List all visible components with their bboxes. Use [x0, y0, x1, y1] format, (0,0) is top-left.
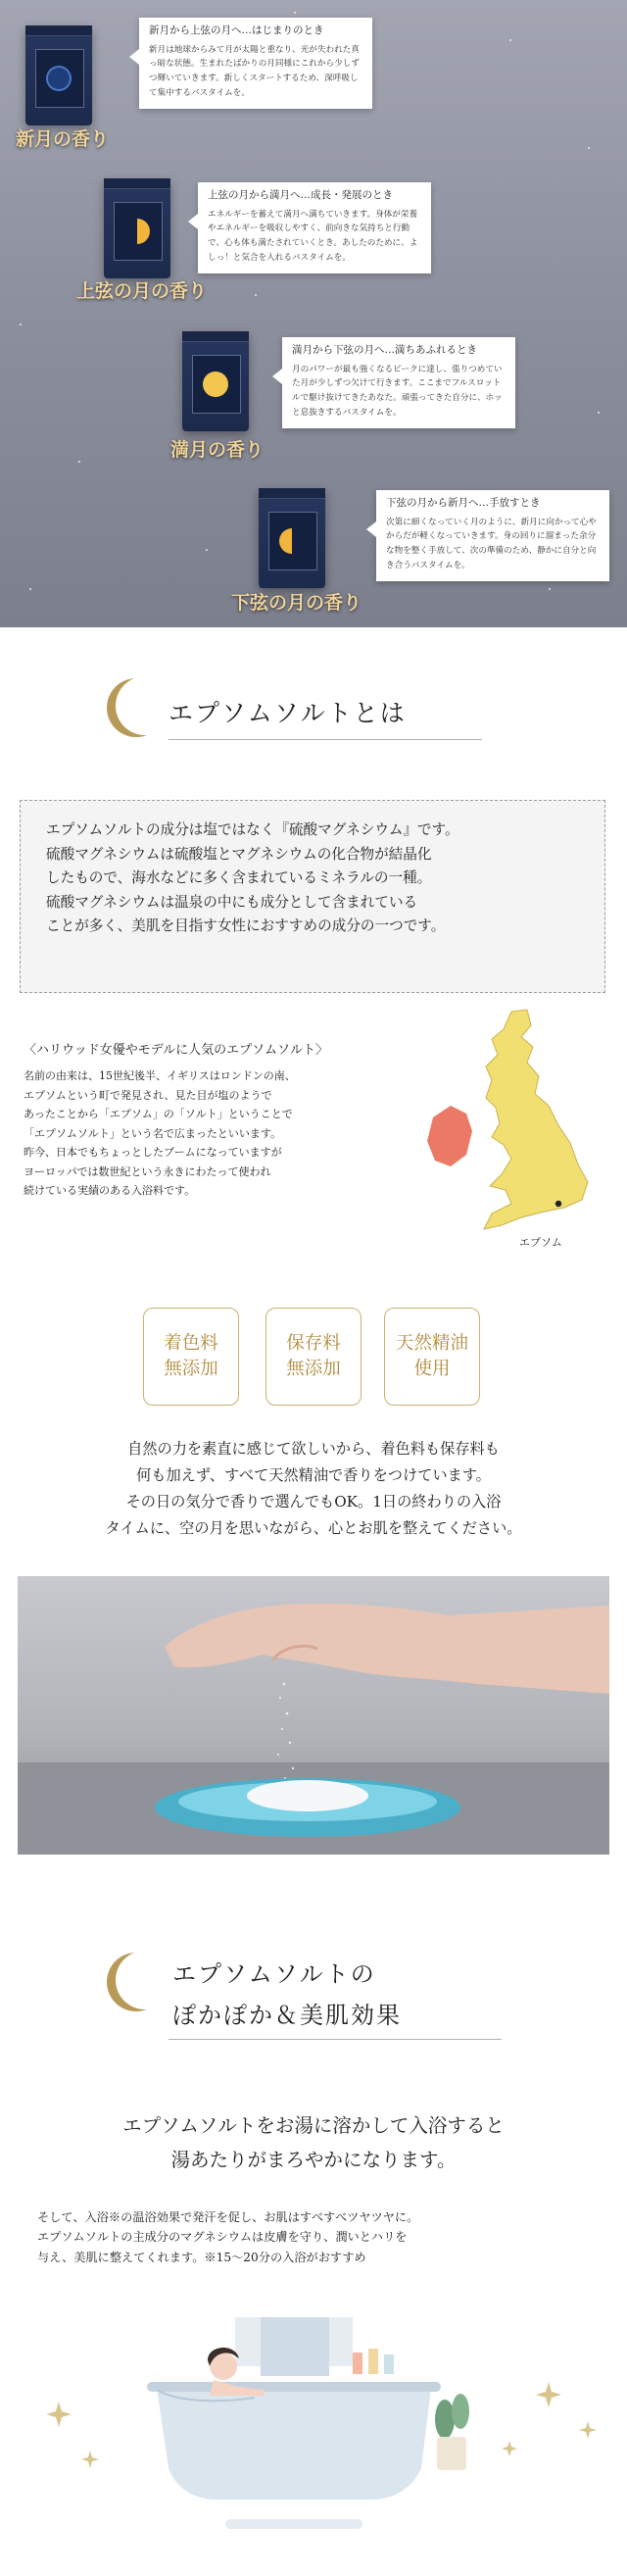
salt-bowl-photo [18, 1576, 609, 1855]
ireland-shape [427, 1106, 472, 1166]
badge-text: 保存料 無添加 [286, 1332, 341, 1379]
section-heading-line1: エプソムソルトの [172, 1960, 376, 1988]
section-heading: エプソムソルトとは [169, 699, 407, 727]
uk-map-illustration [421, 1008, 598, 1238]
card-text: 月のパワーが最も強くなるピークに達し、張りつめていた月が少しずつ欠けて行きます。ここまでフルスロットルで駆け抜けてきたあなた。頑張ってきた自分に、ホッと息抜きするバスタイムを。 [292, 364, 503, 418]
product-name: 下弦の月の香り [231, 592, 362, 614]
bathtub [157, 2388, 431, 2500]
first-quarter-moon-icon [124, 219, 150, 244]
info-box [20, 800, 605, 993]
card-title: 下弦の月から新月へ…手放すとき [386, 497, 541, 509]
effects-lead: エプソムソルトをお湯に溶かして入浴すると 湯あたりがまろやかになります。 [122, 2114, 505, 2171]
effects-body: そして、入浴※の温浴効果で発汗を促し、お肌はすべすべツヤツヤに。 エプソムソルトの主成分のマグネシウムは皮膚を守り、潤いとハリを 与え、美肌に整えてくれます。※15～20分の入浴がおすすめ [37, 2210, 419, 2264]
card-text: 新月は地球からみて月が太陽と重なり、光が失われた真っ暗な状態。生まれたばかりの月同様にこれから少しずつ輝いていきます。新しくスタートするため、深呼吸して集中するバスタイムを。 [149, 44, 360, 98]
history-text: 名前の由来は、15世紀後半、イギリスはロンドンの南、 エプソムという町で発見され、見た目が塩のようで あったことから「エプソム」の「ソルト」ということで 「エプソムソルト」という名で広まったといいます。 昨今、日本でもちょっとしたブームになっていますが ヨーロッパでは数世紀という永きにわたって使われ 続けている実績のある入浴料です。 [24, 1069, 296, 1198]
product-package-full-moon [182, 331, 249, 431]
epsom-dot [555, 1201, 561, 1207]
product-package-first-quarter [104, 178, 170, 278]
last-quarter-moon-icon [279, 528, 305, 554]
badge-text: 着色料 無添加 [164, 1332, 218, 1379]
product-name: 新月の香り [16, 128, 110, 150]
history-title: 〈ハリウッド女優やモデルに人気のエプソムソルト〉 [24, 1043, 328, 1058]
badge-natural-oil [384, 1308, 480, 1406]
badge-text: 天然精油 使用 [395, 1332, 468, 1379]
product-description-card [198, 182, 431, 273]
product-package-new-moon [25, 25, 92, 125]
section-heading-line2: ぽかぽか＆美肌効果 [172, 2002, 402, 2029]
map-label: エプソム [519, 1236, 562, 1249]
crescent-moon-icon [116, 676, 174, 735]
heading-divider [169, 739, 482, 740]
card-title: 上弦の月から満月へ…成長・発展のとき [208, 189, 393, 201]
product-description-card [376, 490, 609, 581]
card-text: 次第に細くなっていく月のように、新月に向かって心やからだが軽くなっていきます。身の回りに溜まった余分な物を整く手放して、次の準備のため、静かに自分と向き合うバスタイムを。 [386, 517, 597, 570]
plant [435, 2400, 455, 2439]
new-moon-icon [46, 66, 72, 91]
crescent-moon-icon [116, 1951, 174, 2009]
info-text: エプソムソルトの成分は塩ではなく『硫酸マグネシウム』です。 硫酸マグネシウムは硫酸塩とマグネシウムの化合物が結晶化 したもので、海水などに多く含まれているミネラルの一種。 硫酸マグネシウムは温泉の中にも成分として含まれている ことが多く、美肌を目指す女性におすすめの成分の一つです。 [46, 821, 459, 935]
full-moon-icon [203, 372, 228, 397]
hero-banner [0, 0, 627, 627]
card-text: エネルギーを蓄えて満月へ満ちていきます。身体が栄養やエネルギーを吸収しやすく、前向きな気持ちと行動で、心も体も満たされていくとき。あしたのために、よしっ！と気合を入れるバスタイムを。 [208, 209, 418, 263]
product-name: 上弦の月の香り [76, 280, 208, 302]
natural-ingredients-paragraph: 自然の力を素直に感じて欲しいから、着色料も保存料も 何も加えず、すべて天然精油で香りをつけています。 その日の気分で香りで選んでもOK。1日の終わりの入浴 タイムに、空の月を思いながら、心とお肌を整えてください。 [105, 1440, 522, 1538]
great-britain-shape [484, 1010, 588, 1229]
product-package-last-quarter [259, 488, 325, 588]
product-name: 満月の香り [170, 439, 265, 461]
heading-divider [169, 2039, 502, 2040]
bath-illustration [0, 2294, 627, 2576]
product-description-card [282, 337, 515, 428]
card-title: 新月から上弦の月へ…はじまりのとき [149, 25, 324, 36]
badge-no-preservatives [265, 1308, 362, 1406]
badge-no-coloring [143, 1308, 239, 1406]
product-description-card [139, 18, 372, 109]
card-title: 満月から下弦の月へ…満ちあふれるとき [292, 344, 477, 356]
